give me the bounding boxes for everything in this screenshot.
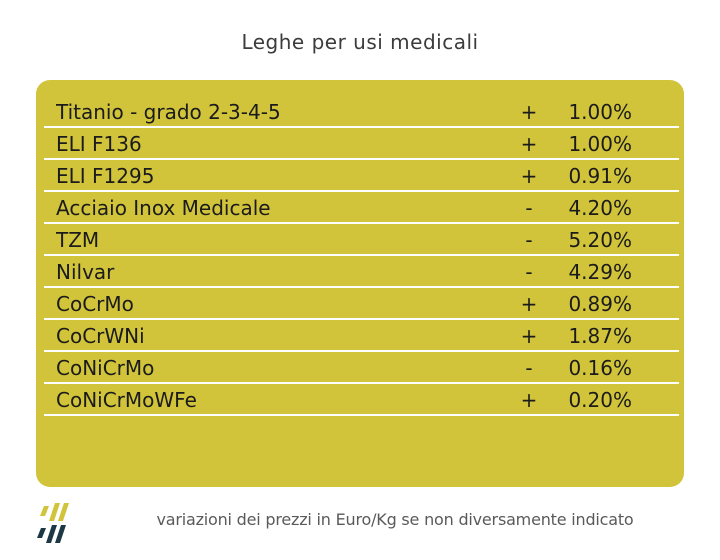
alloy-name: TZM <box>56 228 100 252</box>
change-sign: - <box>525 228 533 252</box>
change-sign: - <box>525 356 533 380</box>
change-sign: - <box>525 196 533 220</box>
change-sign: + <box>520 164 538 188</box>
alloy-name: CoCrMo <box>56 292 134 316</box>
page-title: Leghe per usi medicali <box>241 30 479 54</box>
change-sign: + <box>520 324 538 348</box>
change-value: 0.91% <box>568 164 632 188</box>
alloy-name: Titanio - grado 2-3-4-5 <box>56 100 281 124</box>
alloy-name: Nilvar <box>56 260 115 284</box>
table-row <box>36 320 684 352</box>
change-sign: + <box>520 388 538 412</box>
change-value: 5.20% <box>568 228 632 252</box>
change-sign: + <box>520 292 538 316</box>
alloy-price-board <box>36 80 684 487</box>
change-value: 0.89% <box>568 292 632 316</box>
table-row <box>36 224 684 256</box>
alloy-name: CoNiCrMoWFe <box>56 388 197 412</box>
alloy-name: ELI F1295 <box>56 164 155 188</box>
change-sign: + <box>520 132 538 156</box>
alloy-name: CoNiCrMo <box>56 356 155 380</box>
table-row <box>36 128 684 160</box>
change-sign: + <box>520 100 538 124</box>
table-row <box>36 96 684 128</box>
table-row <box>36 256 684 288</box>
change-value: 1.00% <box>568 100 632 124</box>
alloy-name: Acciaio Inox Medicale <box>56 196 271 220</box>
table-row <box>36 288 684 320</box>
change-sign: - <box>525 260 533 284</box>
change-value: 1.00% <box>568 132 632 156</box>
change-value: 0.20% <box>568 388 632 412</box>
change-value: 4.29% <box>568 260 632 284</box>
alloy-name: ELI F136 <box>56 132 142 156</box>
table-row <box>36 192 684 224</box>
change-value: 1.87% <box>568 324 632 348</box>
change-value: 4.20% <box>568 196 632 220</box>
brand-logo-icon <box>37 501 77 545</box>
table-row <box>36 160 684 192</box>
table-row <box>36 384 684 416</box>
table-row <box>36 352 684 384</box>
change-value: 0.16% <box>568 356 632 380</box>
alloy-name: CoCrWNi <box>56 324 145 348</box>
footer-note: variazioni dei prezzi in Euro/Kg se non diversamente indicato <box>156 510 634 529</box>
